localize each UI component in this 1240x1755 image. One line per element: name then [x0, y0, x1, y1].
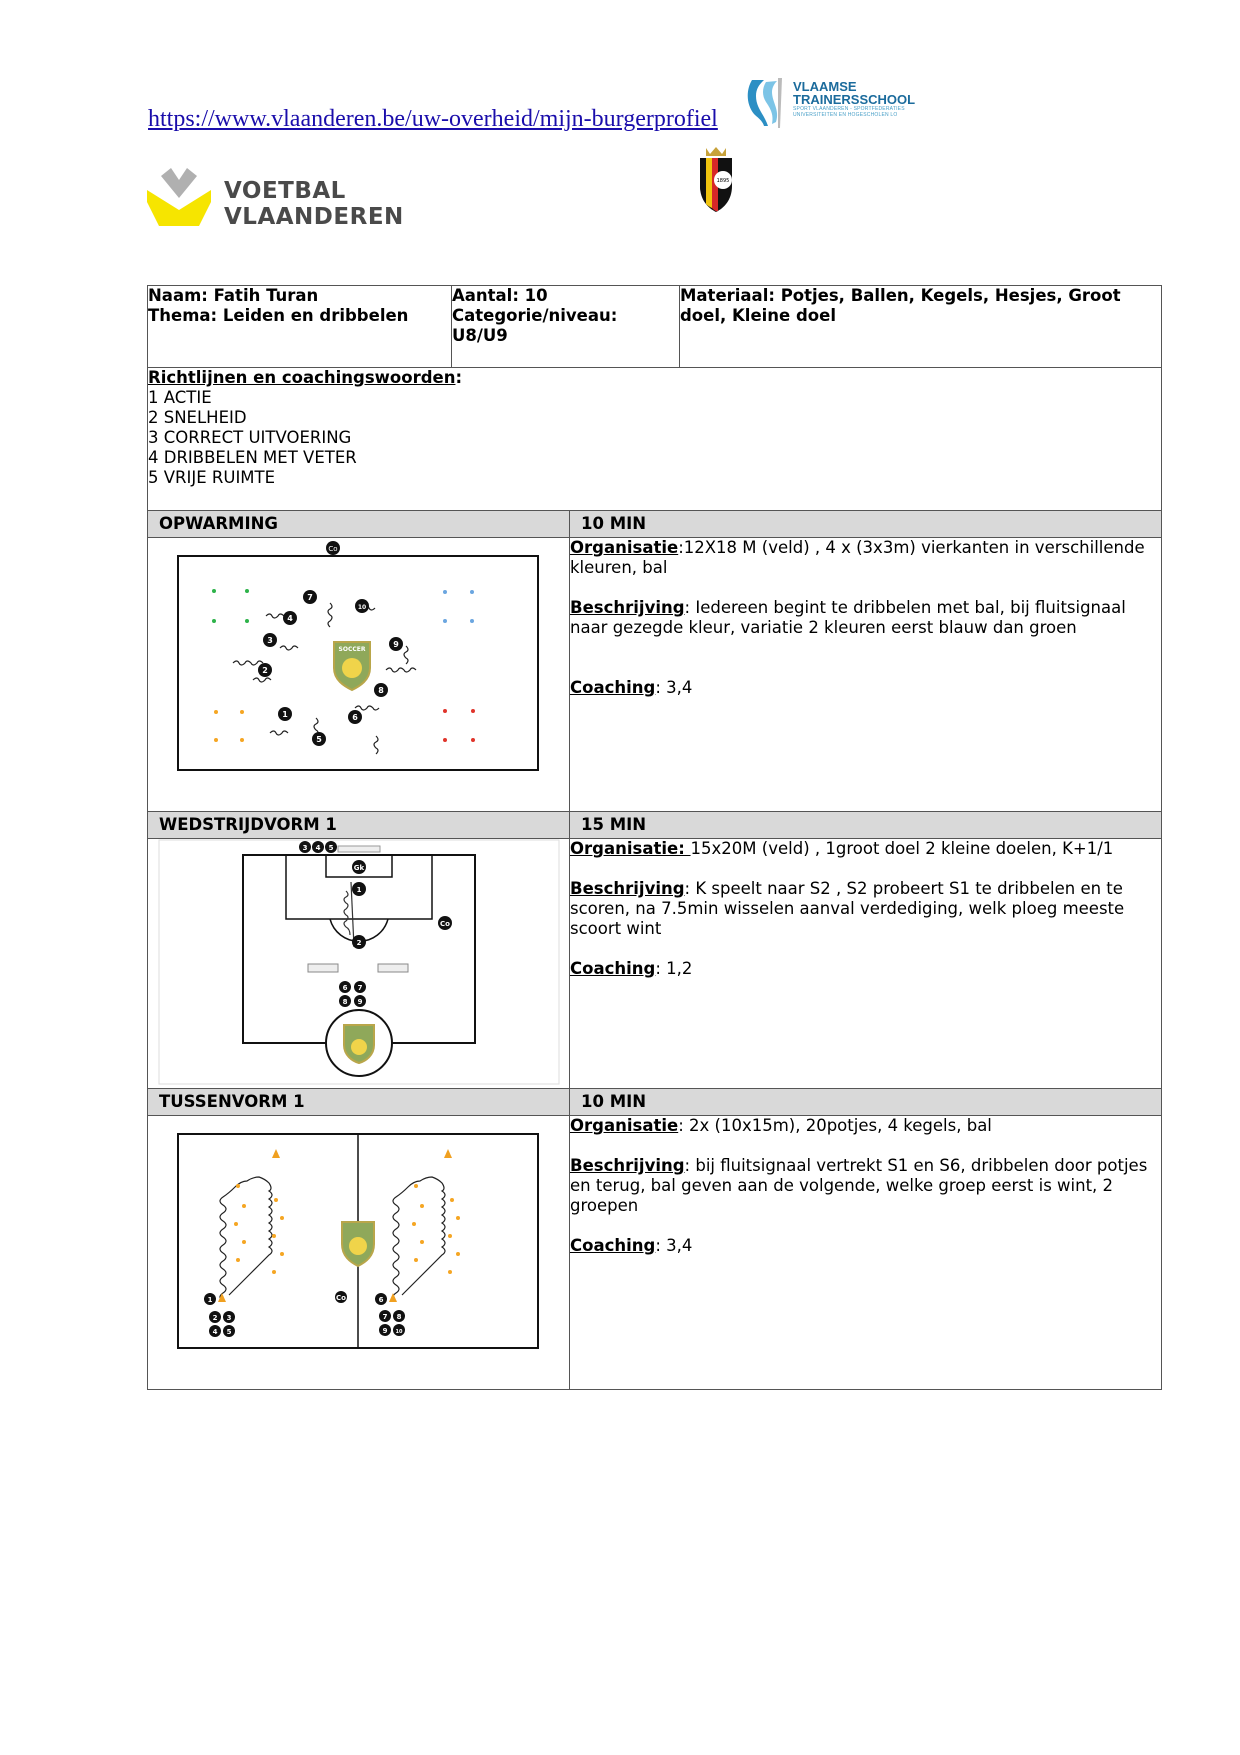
beschrijving-label: Beschrijving [570, 1156, 685, 1175]
guidelines-cell [148, 368, 1162, 511]
section-diagram-cell [148, 538, 570, 812]
coach-label: Co [328, 545, 338, 553]
burgerprofiel-link[interactable]: https://www.vlaanderen.be/uw-overheid/mijn-burgerprofiel [148, 106, 718, 132]
player-number: 1 [282, 710, 288, 719]
wedstrijdvorm-diagram [148, 839, 568, 1087]
player-number: 2 [212, 1314, 218, 1322]
coach-marker [438, 916, 452, 930]
player-number: 10 [395, 1329, 403, 1335]
organisatie-label: Organisatie [570, 1116, 679, 1135]
player-marker [258, 663, 272, 677]
player-number: 8 [378, 686, 384, 695]
thema-text: Thema: Leiden en dribbelen [148, 306, 409, 325]
section-description [570, 839, 1162, 1089]
player-marker [374, 683, 388, 697]
player-number: 2 [356, 939, 362, 947]
keeper-marker [352, 860, 366, 874]
materiaal-text: Materiaal: Potjes, Ballen, Kegels, Hesjes, Groot doel, Kleine doel [680, 286, 1121, 325]
section-title: OPWARMING [148, 511, 570, 538]
section-title: WEDSTRIJDVORM 1 [148, 812, 570, 839]
vts-lion-icon [744, 74, 790, 130]
player-marker [209, 1325, 221, 1337]
beschrijving-label: Beschrijving [570, 879, 685, 898]
section-diagram-cell [148, 839, 570, 1089]
soccer-drills-badge-icon [344, 1025, 374, 1063]
organisatie-text: 15x20M (veld) , 1groot doel 2 kleine doelen, K+1/1 [690, 839, 1114, 858]
player-number: 9 [382, 1327, 388, 1335]
organisatie-text: : 2x (10x15m), 20potjes, 4 kegels, bal [678, 1116, 992, 1135]
opwarming-diagram [148, 538, 568, 808]
guideline-item: 5 VRIJE RUIMTE [148, 468, 276, 487]
beschrijving-text: : bij fluitsignaal vertrekt S1 en S6, dribbelen door potjes en terug, bal geven aan de volgende, welke groep eerst is wint, 2 groepen [570, 1156, 1148, 1215]
player-number: 8 [396, 1313, 402, 1321]
training-sheet-table [147, 285, 1162, 1390]
player-marker [278, 707, 292, 721]
beschrijving-text: : K speelt naar S2 , S2 probeert S1 te dribbelen en te scoren, na 7.5min wisselen aanval verdediging, welk ploeg meeste scoort wint [570, 879, 1125, 938]
player-number: 9 [393, 640, 399, 649]
coaching-label: Coaching [570, 959, 656, 978]
vts-line2: TRAINERSSCHOOL [793, 92, 916, 107]
player-number: 1 [207, 1296, 213, 1304]
player-marker [355, 599, 369, 613]
keeper-label: Gk [353, 864, 365, 872]
crest-year: 1895 [716, 178, 730, 184]
player-number: 5 [316, 735, 322, 744]
coach-label: Co [440, 920, 450, 928]
beschrijving-text: : Iedereen begint te dribbelen met bal, bij fluitsignaal naar gezegde kleur, variatie 2 kleuren eerst blauw dan groen [570, 598, 1126, 637]
player-marker [339, 981, 351, 993]
coaching-text: : 3,4 [655, 1236, 693, 1255]
voetbal-vlaanderen-logo [147, 168, 407, 230]
player-number: 4 [212, 1328, 218, 1336]
player-marker [393, 1324, 405, 1336]
player-marker [312, 841, 324, 853]
section-description [570, 538, 1162, 812]
coach-marker [326, 541, 340, 555]
guidelines-title: Richtlijnen en coachingswoorden [148, 368, 456, 387]
section-duration: 10 MIN [570, 1089, 1162, 1116]
player-marker [375, 1293, 387, 1305]
player-marker [352, 882, 366, 896]
player-number: 8 [342, 998, 348, 1006]
player-marker [303, 590, 317, 604]
player-number: 7 [382, 1313, 388, 1321]
player-marker [223, 1325, 235, 1337]
player-number: 5 [328, 844, 334, 852]
guideline-item: 2 SNELHEID [148, 408, 247, 427]
player-marker [263, 633, 277, 647]
coaching-text: : 3,4 [655, 678, 693, 697]
section-duration: 15 MIN [570, 812, 1162, 839]
player-marker [204, 1293, 216, 1305]
player-number: 1 [356, 886, 362, 894]
player-marker [209, 1311, 221, 1323]
organisatie-label: Organisatie: [570, 839, 691, 858]
niveau-text: U8/U9 [452, 326, 508, 345]
player-marker [354, 981, 366, 993]
player-marker [299, 841, 311, 853]
tussenvorm-diagram [148, 1116, 568, 1378]
guideline-item: 3 CORRECT UITVOERING [148, 428, 352, 447]
player-number: 3 [267, 636, 273, 645]
player-number: 10 [357, 604, 367, 611]
player-number: 6 [378, 1296, 384, 1304]
player-number: 2 [262, 666, 268, 675]
player-number: 5 [226, 1328, 232, 1336]
player-number: 3 [302, 844, 308, 852]
organisatie-text: :12X18 M (veld) , 4 x (3x3m) vierkanten in verschillende kleuren, bal [570, 538, 1145, 577]
section-title: TUSSENVORM 1 [148, 1089, 570, 1116]
vts-sub2: UNIVERSITEITEN EN HOGESCHOLEN LO [793, 112, 898, 118]
naam-text: Naam: Fatih Turan [148, 286, 319, 305]
belgian-fa-crest-icon [694, 146, 738, 216]
player-marker [389, 637, 403, 651]
guideline-item: 1 ACTIE [148, 388, 212, 407]
player-marker [283, 611, 297, 625]
section-diagram-cell [148, 1116, 570, 1390]
info-materiaal-cell [680, 286, 1162, 368]
player-number: 4 [287, 614, 293, 623]
player-marker [223, 1311, 235, 1323]
info-name-cell [148, 286, 452, 368]
vts-sub1: SPORT VLAANDEREN - SPORTFEDERATIES [793, 106, 905, 112]
guideline-item: 4 DRIBBELEN MET VETER [148, 448, 357, 467]
coaching-label: Coaching [570, 1236, 656, 1255]
vv-line2: VLAANDEREN [224, 204, 404, 230]
vlaamse-trainersschool-logo [744, 74, 924, 130]
vts-line1: VLAAMSE [793, 79, 857, 94]
badge-top-label: SOCCER [338, 646, 366, 653]
coaching-label: Coaching [570, 678, 656, 697]
player-marker [379, 1324, 391, 1336]
player-number: 3 [226, 1314, 232, 1322]
player-number: 9 [357, 998, 363, 1006]
player-marker [393, 1310, 405, 1322]
player-marker [312, 732, 326, 746]
organisatie-label: Organisatie [570, 538, 679, 557]
guidelines-colon: : [455, 368, 463, 387]
player-marker [325, 841, 337, 853]
player-number: 7 [357, 984, 363, 992]
player-marker [352, 935, 366, 949]
player-marker [354, 995, 366, 1007]
categorie-text: Categorie/niveau: [452, 306, 618, 325]
vv-line1: VOETBAL [224, 178, 346, 204]
player-marker [348, 710, 362, 724]
player-number: 6 [342, 984, 348, 992]
info-aantal-cell [452, 286, 680, 368]
player-marker [379, 1310, 391, 1322]
section-duration: 10 MIN [570, 511, 1162, 538]
coach-label: Co [336, 1294, 346, 1302]
aantal-text: Aantal: 10 [452, 286, 548, 305]
player-number: 4 [315, 844, 321, 852]
player-number: 7 [307, 593, 313, 602]
beschrijving-label: Beschrijving [570, 598, 685, 617]
player-number: 6 [352, 713, 358, 722]
player-marker [339, 995, 351, 1007]
soccer-drills-badge-icon [334, 642, 370, 690]
vv-chevron-icon [147, 168, 211, 230]
coach-marker [335, 1291, 347, 1303]
coaching-text: : 1,2 [655, 959, 693, 978]
section-description [570, 1116, 1162, 1390]
